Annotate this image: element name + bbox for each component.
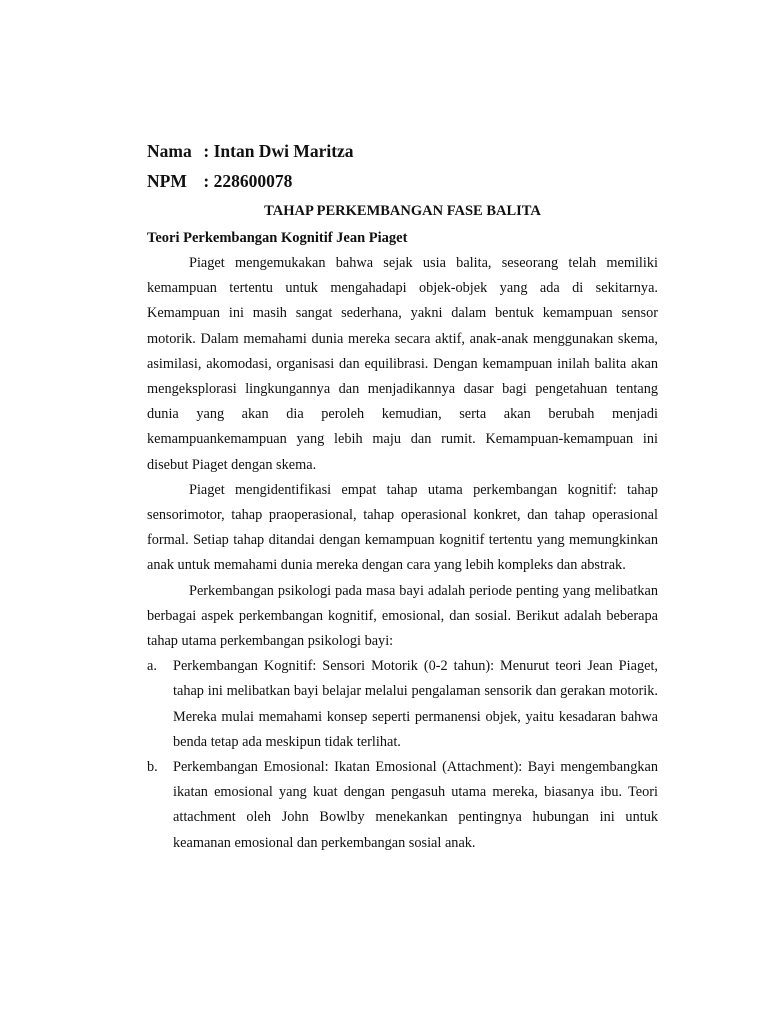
stage-list — [147, 654, 658, 856]
document-title: TAHAP PERKEMBANGAN FASE BALITA — [264, 203, 541, 219]
name-value: : Intan Dwi Maritza — [203, 141, 354, 161]
paragraph-2: Piaget mengidentifikasi empat tahap utama perkembangan kognitif: tahap sensorimotor, tahap praoperasional, tahap operasional konkret, dan tahap operasional formal. Setiap tahap ditandai dengan kemampuan kognitif tertentu yang memungkinkan anak untuk memahami dunia mereka dengan cara yang lebih kompleks dan abstrak. — [147, 481, 658, 574]
section-heading: Teori Perkembangan Kognitif Jean Piaget — [147, 230, 408, 246]
paragraph-3: Perkembangan psikologi pada masa bayi adalah periode penting yang melibatkan berbagai aspek perkembangan kognitif, emosional, dan sosial. Berikut adalah beberapa tahap utama perkembangan psikologi bayi: — [147, 582, 658, 650]
list-item-text: Perkembangan Emosional: Ikatan Emosional (Attachment): Bayi mengembangkan ikatan emosional yang kuat dengan pengasuh utama mereka, biasanya ibu. Teori attachment oleh John Bowlby menekankan pentingnya hubungan ini untuk keamanan emosional dan perkembangan sosial anak. — [173, 759, 658, 851]
document-page — [147, 136, 658, 856]
name-line — [147, 136, 658, 166]
list-item — [147, 755, 658, 856]
list-marker: a. — [147, 658, 157, 675]
npm-line — [147, 166, 658, 196]
paragraph-1: Piaget mengemukakan bahwa sejak usia balita, seseorang telah memiliki kemampuan tertentu untuk mengahadapi objek-objek yang ada di sekitarnya. Kemampuan ini masih sangat sederhana, yakni dalam bentuk kemampuan sensor motorik. Dalam memahami dunia mereka secara aktif, anak-anak menggunakan skema, asimilasi, akomodasi, organisasi dan equilibrasi. Dengan kemampuan inilah balita akan mengeksplorasi lingkungannya dan menjadikannya dasar bagi pengetahuan tentang dunia yang akan dia peroleh kemudian, serta akan berubah menjadi kemampuankemampuan yang lebih maju dan rumit. Kemampuan-kemampuan ini disebut Piaget dengan skema. — [147, 255, 658, 473]
list-item — [147, 654, 658, 755]
name-label: Nama — [147, 141, 192, 161]
list-item-text: Perkembangan Kognitif: Sensori Motorik (0-2 tahun): Menurut teori Jean Piaget, tahap ini melibatkan bayi belajar melalui pengalaman sensorik dan gerakan motorik. Mereka mulai memahami konsep seperti permanensi objek, yaitu kesadaran bahwa benda tetap ada meskipun tidak terlihat. — [173, 658, 658, 750]
npm-label: NPM — [147, 171, 187, 191]
list-marker: b. — [147, 759, 158, 776]
npm-value: : 228600078 — [203, 171, 293, 191]
